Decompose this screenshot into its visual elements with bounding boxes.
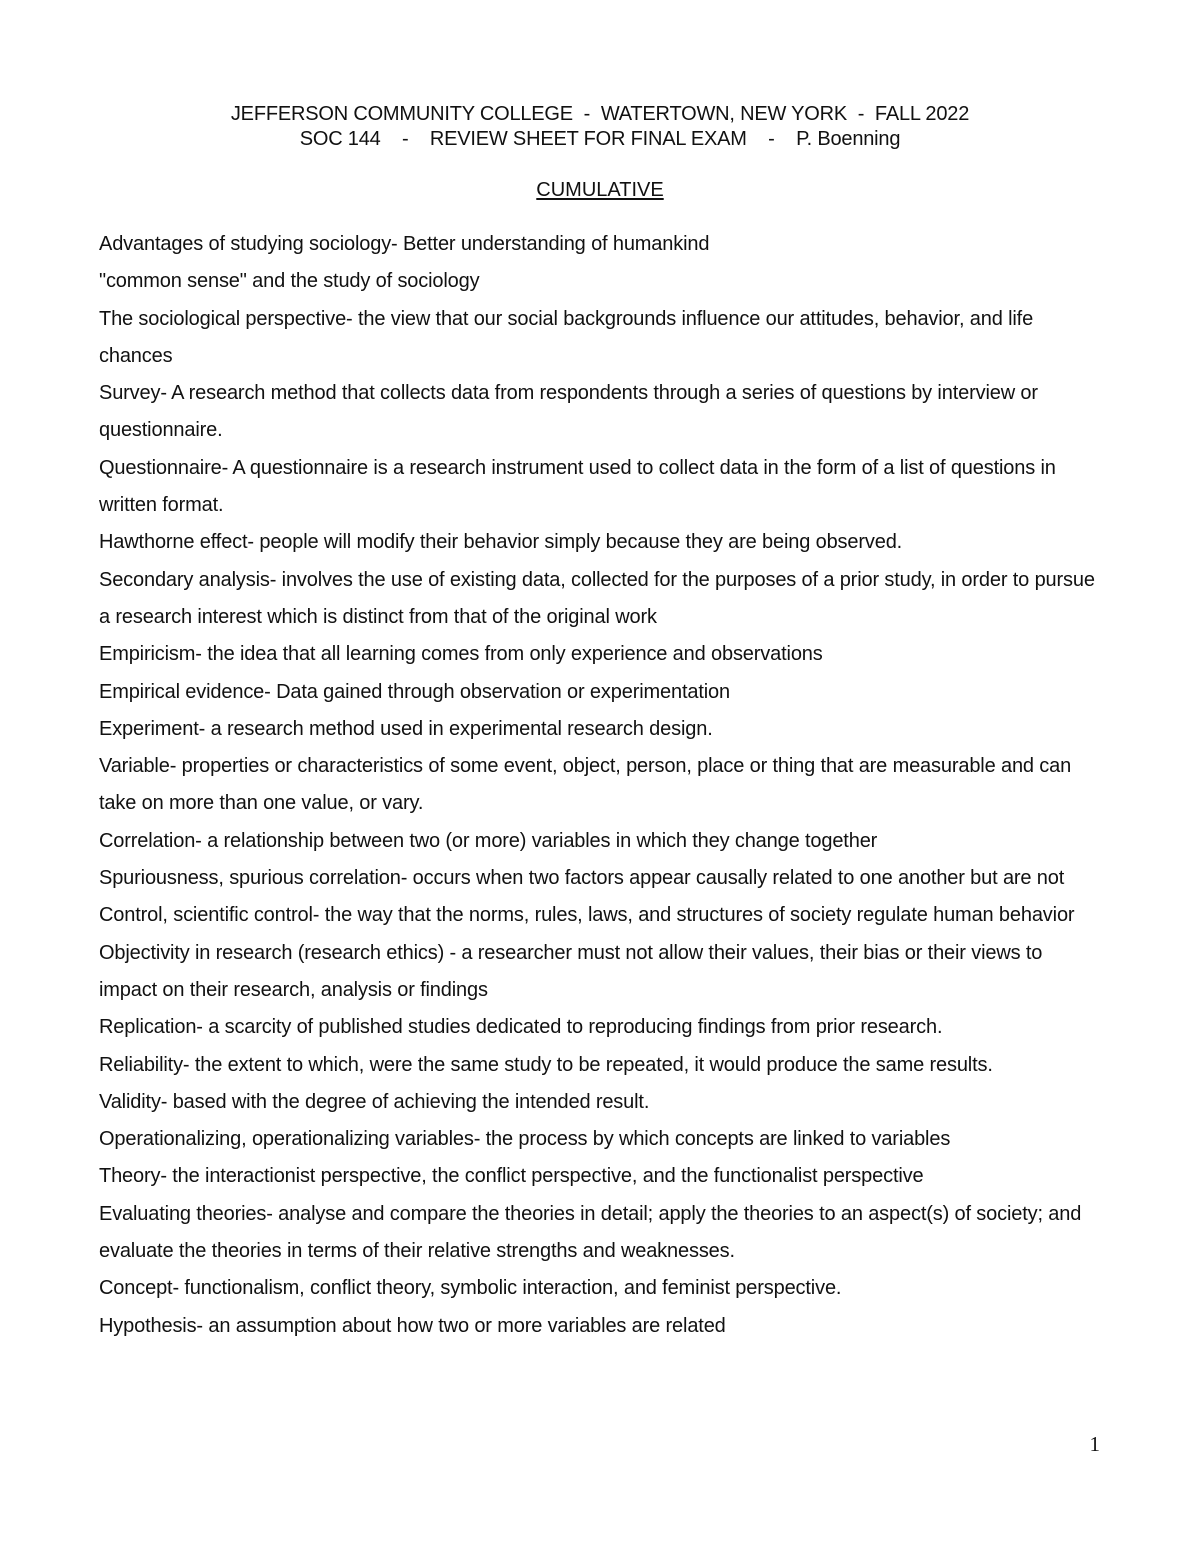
entry-empirical-evidence: Empirical evidence- Data gained through observation or experimentation	[99, 680, 730, 703]
entry-experiment: Experiment- a research method used in experimental research design.	[99, 717, 713, 740]
entry-sociological-perspective: The sociological perspective- the view that our social backgrounds influence our attitudes, behavior, and life chances	[99, 307, 1034, 367]
entry-objectivity: Objectivity in research (research ethics) - a researcher must not allow their values, their bias or their views to impact on their research, analysis or findings	[99, 941, 1043, 1001]
entry-correlation: Correlation- a relationship between two (or more) variables in which they change together	[99, 829, 878, 852]
entry-evaluating-theories: Evaluating theories- analyse and compare the theories in detail; apply the theories to an aspect(s) of society; and evaluate the theories in terms of their relative strengths and weaknesses.	[99, 1202, 1082, 1263]
entry-replication: Replication- a scarcity of published studies dedicated to reproducing findings from prior research.	[99, 1016, 943, 1039]
header-course-line: SOC 144 - REVIEW SHEET FOR FINAL EXAM - P. Boenning	[299, 128, 901, 150]
review-entries	[99, 226, 1103, 1345]
entry-concept: Concept- functionalism, conflict theory, symbolic interaction, and feminist perspective.	[99, 1277, 842, 1300]
entry-hawthorne-effect: Hawthorne effect- people will modify their behavior simply because they are being observed.	[99, 531, 903, 554]
section-title-text: CUMULATIVE	[536, 179, 664, 201]
entry-empiricism: Empiricism- the idea that all learning comes from only experience and observations	[99, 643, 823, 666]
section-title	[0, 178, 1200, 202]
entry-hypothesis: Hypothesis- an assumption about how two or more variables are related	[99, 1314, 726, 1337]
entry-common-sense: "common sense" and the study of sociology	[99, 270, 480, 293]
entry-variable: Variable- properties or characteristics of some event, object, person, place or thing that are measurable and can take on more than one value, or vary.	[99, 755, 1072, 815]
entry-reliability: Reliability- the extent to which, were the same study to be repeated, it would produce the same results.	[99, 1053, 993, 1076]
entry-theory: Theory- the interactionist perspective, the conflict perspective, and the functionalist perspective	[99, 1165, 924, 1188]
header-college-line: JEFFERSON COMMUNITY COLLEGE - WATERTOWN, NEW YORK - FALL 2022	[230, 103, 970, 125]
entry-scientific-control: Control, scientific control- the way that the norms, rules, laws, and structures of society regulate human behavior	[99, 904, 1075, 927]
entry-spuriousness: Spuriousness, spurious correlation- occurs when two factors appear causally related to one another but are not	[99, 867, 1065, 890]
entry-secondary-analysis: Secondary analysis- involves the use of existing data, collected for the purposes of a prior study, in order to pursue a research interest which is distinct from that of the original work	[99, 568, 1095, 628]
entry-advantages-of-sociology: Advantages of studying sociology- Better understanding of humankind	[99, 233, 710, 255]
document-header	[0, 102, 1200, 152]
entry-survey: Survey- A research method that collects data from respondents through a series of questions by interview or questionnaire.	[99, 382, 1038, 442]
entry-operationalizing: Operationalizing, operationalizing variables- the process by which concepts are linked to variables	[99, 1128, 951, 1151]
entry-validity: Validity- based with the degree of achieving the intended result.	[99, 1090, 650, 1113]
page-number: 1	[1089, 1432, 1100, 1456]
entry-questionnaire: Questionnaire- A questionnaire is a research instrument used to collect data in the form of a list of questions in written format.	[99, 456, 1056, 517]
